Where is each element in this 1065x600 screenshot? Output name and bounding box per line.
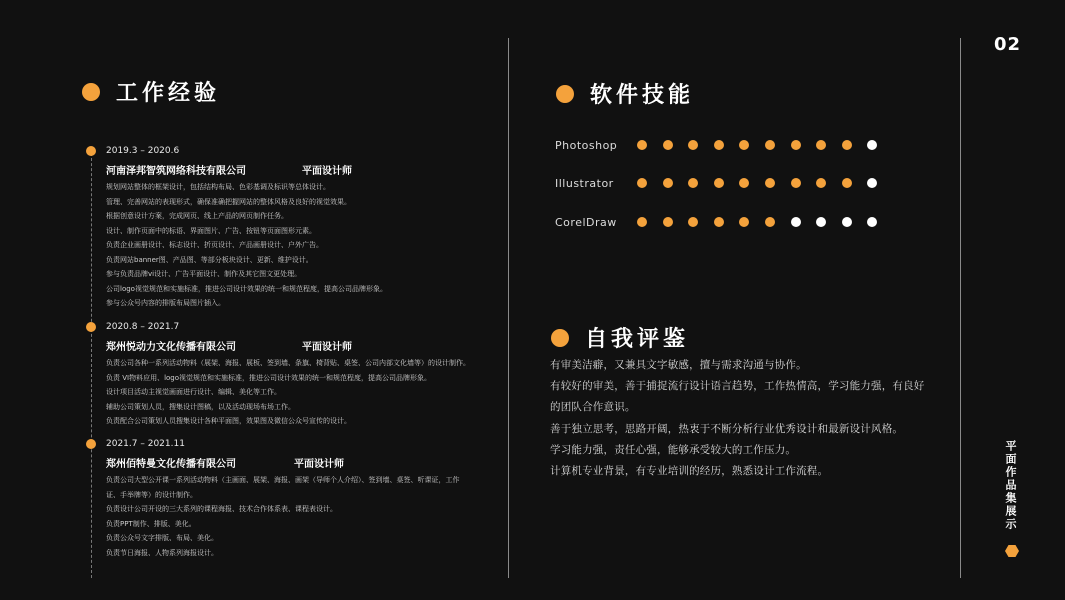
divider-line-center bbox=[508, 38, 509, 578]
entry-line: 负责公众号文字排版、布局、美化。 bbox=[106, 534, 218, 542]
hexagon-icon bbox=[1005, 545, 1019, 557]
entry-line: 设计、制作页面中的标语、界面图片、广告、按钮等页面图形元素。 bbox=[106, 226, 316, 235]
skill-dot-filled bbox=[663, 178, 673, 188]
skill-dot-filled bbox=[637, 217, 647, 227]
portfolio-vertical-label: 平面作品集展示 bbox=[1004, 440, 1017, 531]
eval-line: 计算机专业背景，有专业培训的经历，熟悉设计工作流程。 bbox=[550, 465, 829, 478]
self-evaluation-text bbox=[550, 355, 950, 482]
title-bullet-icon bbox=[82, 83, 100, 101]
skill-level-dots bbox=[637, 178, 893, 188]
entry-company: 河南泽邦智筑网络科技有限公司 bbox=[106, 166, 246, 177]
entry-line: 负责节日海报、人物系列海报设计。 bbox=[106, 548, 218, 557]
skill-row-photoshop bbox=[555, 138, 893, 152]
eval-line: 有较好的审美，善于捕捉流行设计语言趋势，工作热情高，学习能力强，有良好 bbox=[550, 380, 925, 393]
skill-dot-empty bbox=[842, 217, 852, 227]
skill-dot-filled bbox=[791, 178, 801, 188]
entry-date bbox=[86, 320, 496, 334]
skill-dot-filled bbox=[739, 140, 749, 150]
skill-dot-empty bbox=[816, 217, 826, 227]
skill-dot-empty bbox=[867, 140, 877, 150]
eval-line: 有审美洁癖，又兼具文字敏感，擅与需求沟通与协作。 bbox=[550, 359, 807, 371]
entry-line: 设计项目活动主视觉画面进行设计、编辑、美化等工作。 bbox=[106, 388, 281, 396]
entry-company: 郑州佰特曼文化传播有限公司 bbox=[106, 459, 236, 470]
timeline-dot-icon bbox=[86, 146, 96, 156]
entry-header bbox=[106, 338, 496, 353]
entry-line: 公司logo视觉规范和实施标准，推进公司设计效果的统一和规范程度，提高公司品牌形象。 bbox=[106, 284, 387, 293]
skill-level-dots bbox=[637, 140, 893, 150]
entry-line: 负责PPT制作、排版、美化。 bbox=[106, 519, 196, 528]
entry-lines bbox=[106, 180, 496, 311]
title-bullet-icon bbox=[556, 85, 574, 103]
skill-name: Photoshop bbox=[555, 138, 618, 152]
skill-dot-filled bbox=[842, 140, 852, 150]
timeline-dot-icon bbox=[86, 439, 96, 449]
experience-entry-2 bbox=[86, 320, 496, 429]
entry-line: 负责公司大型公开课一系列活动物料（主画面、展架、海报、画架（导师个人介绍）、签到墙、桌签、听课证，工作 bbox=[106, 476, 460, 484]
entry-date-text: 2021.7 – 2021.11 bbox=[106, 439, 185, 449]
skill-dot-empty bbox=[867, 217, 877, 227]
entry-line: 负责配合公司策划人员搜集设计各种平面图，效果图及微信公众号宣传的设计。 bbox=[106, 417, 351, 425]
entry-line: 辅助公司策划人员，搜集设计图稿，以及活动现场布场工作。 bbox=[106, 402, 295, 411]
entry-line: 参与公众号内容的排版布局图片插入。 bbox=[106, 299, 225, 307]
skill-dot-filled bbox=[791, 140, 801, 150]
entry-line: 规划网站整体的框架设计，包括结构布局、色彩基调及标识等总体设计。 bbox=[106, 183, 330, 191]
skill-dot-filled bbox=[637, 140, 647, 150]
entry-line: 负责网站banner图、产品图、等部分板块设计、更新、维护设计。 bbox=[106, 255, 313, 264]
entry-line: 根据创意设计方案，完成网页、线上产品的网页制作任务。 bbox=[106, 212, 288, 220]
experience-entry-3 bbox=[86, 437, 496, 560]
skill-dot-filled bbox=[714, 140, 724, 150]
skill-dot-filled bbox=[739, 178, 749, 188]
experience-entry-1 bbox=[86, 144, 496, 311]
skill-dot-filled bbox=[663, 140, 673, 150]
title-bullet-icon bbox=[551, 329, 569, 347]
entry-line: 负责公司各种一系列活动物料（展架、海报、展板、签到墙、条旗、椅背贴、桌签、公司内部文化墙等）的设计制作。 bbox=[106, 359, 470, 367]
entry-header bbox=[106, 162, 496, 177]
skill-dot-filled bbox=[765, 178, 775, 188]
skill-name: CorelDraw bbox=[555, 215, 617, 229]
skill-dot-filled bbox=[637, 178, 647, 188]
entry-role: 平面设计师 bbox=[302, 166, 352, 177]
skill-name: Illustrator bbox=[555, 176, 614, 190]
entry-date-text: 2020.8 – 2021.7 bbox=[106, 322, 180, 332]
skill-row-coreldraw bbox=[555, 215, 893, 229]
divider-line-right bbox=[960, 38, 961, 578]
timeline-dot-icon bbox=[86, 322, 96, 332]
entry-lines bbox=[106, 356, 496, 429]
software-skills-title-text: 软件技能 bbox=[590, 83, 695, 108]
skill-dot-filled bbox=[739, 217, 749, 227]
entry-lines bbox=[106, 473, 496, 560]
skill-dot-filled bbox=[765, 140, 775, 150]
skill-dot-filled bbox=[816, 178, 826, 188]
skill-dot-filled bbox=[688, 140, 698, 150]
skill-dot-filled bbox=[714, 178, 724, 188]
entry-header bbox=[106, 455, 496, 470]
entry-date-text: 2019.3 – 2020.6 bbox=[106, 146, 180, 156]
entry-date bbox=[86, 144, 496, 158]
entry-line: 证、手举牌等）的设计制作。 bbox=[106, 490, 197, 499]
entry-role: 平面设计师 bbox=[302, 342, 352, 353]
entry-line: 负责企业画册设计、标志设计、折页设计、产品画册设计、户外广告。 bbox=[106, 241, 323, 249]
entry-line: 管理、完善网站的表现形式，确保准确把握网站的整体风格及良好的视觉效果。 bbox=[106, 197, 351, 206]
skill-dot-filled bbox=[688, 178, 698, 188]
eval-line: 善于独立思考，思路开阔，热衷于不断分析行业优秀设计和最新设计风格。 bbox=[550, 422, 904, 435]
skill-dot-filled bbox=[842, 178, 852, 188]
entry-company: 郑州悦动力文化传播有限公司 bbox=[106, 342, 236, 353]
skill-dot-filled bbox=[663, 217, 673, 227]
entry-role: 平面设计师 bbox=[294, 459, 344, 470]
skill-level-dots bbox=[637, 217, 893, 227]
page-number: 02 bbox=[994, 34, 1022, 55]
entry-line: 负责 VI物料应用、logo视觉规范和实施标准，推进公司设计效果的统一和规范程度，提高公司品牌形象。 bbox=[106, 373, 432, 382]
work-experience-title bbox=[82, 76, 220, 107]
skill-dot-empty bbox=[791, 217, 801, 227]
skill-dot-filled bbox=[688, 217, 698, 227]
skill-row-illustrator bbox=[555, 176, 893, 190]
skill-dot-filled bbox=[714, 217, 724, 227]
self-evaluation-title bbox=[551, 322, 689, 353]
entry-date bbox=[86, 437, 496, 451]
work-experience-title-text: 工作经验 bbox=[116, 81, 221, 106]
eval-line: 学习能力强，责任心强，能够承受较大的工作压力。 bbox=[550, 443, 797, 456]
entry-line: 参与负责品牌vi设计、广告平面设计、制作及其它图文更处理。 bbox=[106, 270, 302, 278]
software-skills-title bbox=[556, 78, 694, 109]
self-evaluation-title-text: 自我评鉴 bbox=[585, 327, 690, 352]
entry-line: 负责设计公司开设的三大系列的课程海报、技术合作体系表、课程表设计。 bbox=[106, 505, 337, 513]
eval-line: 的团队合作意识。 bbox=[550, 401, 636, 414]
skill-dot-empty bbox=[867, 178, 877, 188]
skill-dot-filled bbox=[765, 217, 775, 227]
skill-dot-filled bbox=[816, 140, 826, 150]
